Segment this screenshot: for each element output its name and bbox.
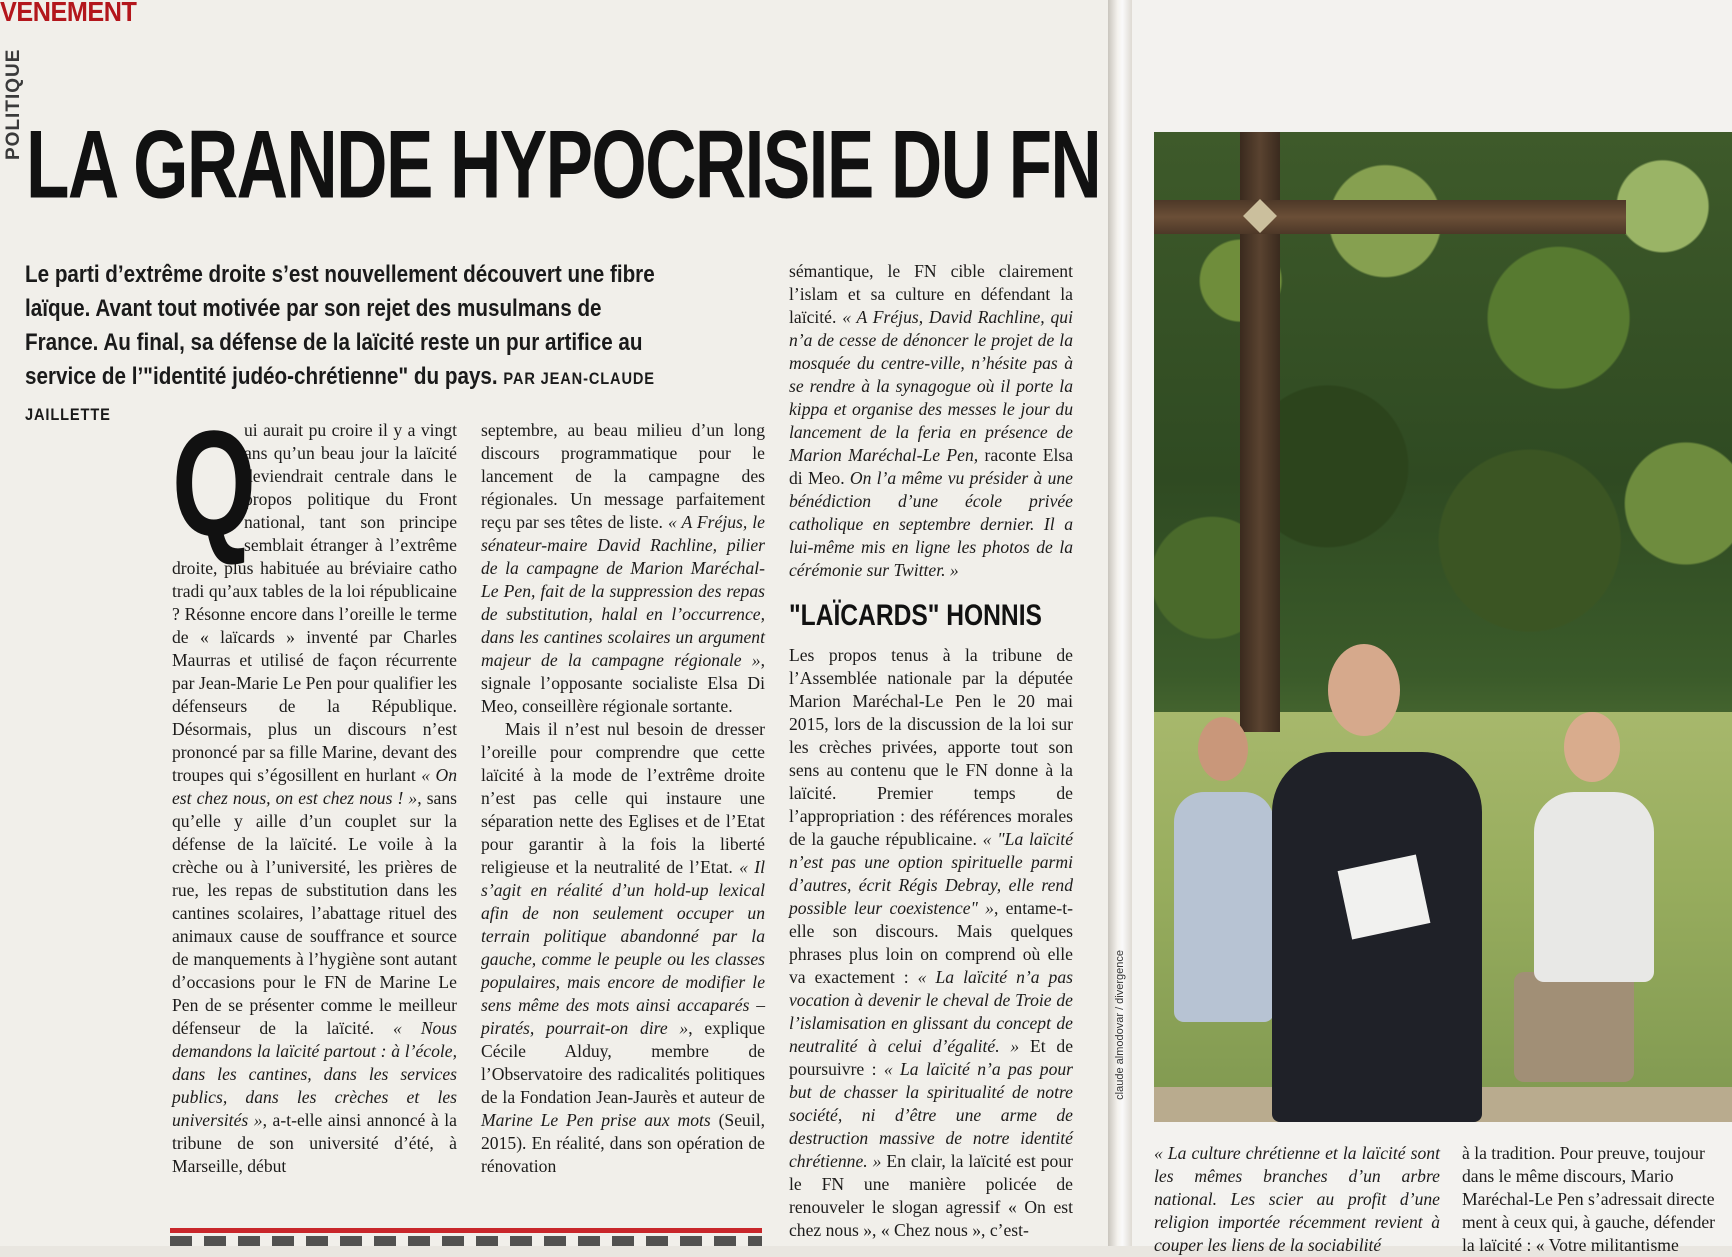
text-run: septembre, au beau milieu d’un long discours programmatique pour le lancement de la campagne des régionales. Un message parfaitement reçu par ses têtes de liste. [481,420,765,532]
subheading: "LAÏCARDS" HONNIS [789,599,1042,632]
section-label-vertical: POLITIQUE [3,48,24,160]
standfirst-text: Le parti d’extrême droite s’est nouvellement découvert une fibre laïque. Avant tout motivée par son rejet des musulmans de France. Au final, sa défense de la laïcité reste un pur artifice au service de l’"identité judéo-chrétienne" du pays. [25,261,655,390]
quote: « "La laïcité n’est pas une option spirituelle parmi d’autres, écrit Régis Debray, elle rend possible leur coexistence" » [789,829,1074,918]
speaker [1272,752,1482,1122]
text-run: , explique Cécile Alduy, membre de l’Observatoire des radicalités politiques de la Fondation Jean-Jaurès et auteur de [481,1018,765,1107]
text-run: raconte Elsa di Meo. [789,445,1074,488]
quote: « Nous demandons la laïcité partout : à l’école, dans les cantines, dans les services publics, dans les crèches et les universités » [172,1018,457,1130]
paragraph [789,260,1073,582]
article-column-3 [789,260,1073,1242]
paragraph [481,718,765,1178]
text-run: sémantique, le FN cible clairement l’islam et sa culture en défendant la laïcité. [789,261,1073,327]
section-rubric: VENEMENT [0,0,137,27]
standfirst [25,258,679,432]
byline: PAR JEAN-CLAUDE JAILLETTE [25,369,655,424]
text-run: , entame-t-elle son discours. Mais quelques phrases plus loin on comprend où elle va exactement : [789,898,1074,987]
text-run: , signale l’opposante socialiste Elsa Di Meo, conseillère régionale sortante. [481,650,765,716]
dropcap: Q [172,399,257,567]
seated-man [1174,792,1274,1022]
right-article-column [1462,1142,1732,1257]
seated-woman-legs [1514,972,1634,1082]
text-line: ment à ceux qui, à gauche, défender [1462,1212,1716,1232]
headline: LA GRANDE HYPOCRISIE DU FN [26,112,1101,219]
red-rule [170,1228,762,1233]
quote: « La laïcité n’a pas pour but de chasser la spiritualité de notre société, ni d’être une arme de destruction massive de notre identité chrétienne. » [789,1059,1074,1171]
quote: « La laïcité n’a pas vocation à devenir le cheval de Troie de l’islamisation en glissant du concept de neutralité à celui d’égalité. » [789,967,1073,1056]
text-run: ui aurait pu croire il y a vingt ans qu’un beau jour la laïcité deviendrait centrale dans le propos politique du Front national, tant son principe semblait étranger à l’extrême droite, plus habituée au bréviaire catho tradi qu’aux tables de la loi républicaine ? Résonne encore dans l’oreille le terme de « laïcards » inventé par Charles Maurras et utilisé de façon récurrente par Jean-Marie Le Pen pour qualifier les défenseurs de la République. Désormais, plus un discours n’est prononcé par sa fille Marine, devant des troupes qui s’égosillent en hurlant [172,420,457,785]
text-run: , sans qu’elle y aille d’un couplet sur la défense de la laïcité. Le voile à la crèche ou à l’université, les prières de rue, les repas de substitution dans les cantines scolaires, l’abattage rituel des animaux cause de souffrance et source de manquements à l’hygiène sont autant d’occasions pour le FN de Marine Le Pen de se présenter comme le meilleur défenseur de la laïcité. [172,788,457,1038]
paragraph [789,644,1073,1242]
quote: « A Fréjus, le sénateur-maire David Rachline, pilier de la campagne de Marion Maréchal-Le Pen, fait de la suppression des repas de substitution, halal en l’occurrence, dans les cantines scolaires un argument majeur de la campagne régionale » [481,512,765,670]
quote: « Il s’agit en réalité d’un hold-up lexical afin de non seulement occuper un terrain politique abandonné par la gauche, comme le peuple ou les classes populaires, mais encore de modifier le sens même des mots ainsi accaparés – piratés, pourrait-on dire » [481,857,765,1038]
wooden-cross-horizontal [1154,200,1626,234]
book-title: Marine Le Pen prise aux mots [481,1110,711,1130]
right-page [1132,0,1732,1246]
photo-credit: claude almodovar / divergence [1114,950,1126,1100]
paragraph [481,419,765,718]
cropped-heading-fragment [170,1236,762,1246]
article-photo [1154,132,1732,1122]
paragraph [172,399,457,1178]
text-run: Mais il n’est nul besoin de dresser l’oreille pour comprendre que cette laïcité à la mode de l’extrême droite n’est pas celle qui instaure une séparation nette des Eglises et de l’Etat pour garantir à la fois la liberté religieuse et la neutralité de l’Etat. [481,719,765,877]
seated-woman [1534,792,1654,982]
text-line: Maréchal-Le Pen s’adressait directe [1462,1189,1715,1209]
text-line: la laïcité : « Votre militantisme [1462,1235,1679,1255]
text-run: Les propos tenus à la tribune de l’Assemblée nationale par la députée Marion Maréchal-Le Pen le 20 mai 2015, lors de la discussion de la loi sur les crèches privées, apporte tout son sens au contenu que le FN donne à la laïcité. Premier temps de l’appropriation : des références morales de la gauche républicaine. [789,645,1073,849]
seated-man-head [1198,717,1248,781]
quote: « A Fréjus, David Rachline, qui n’a de cesse de dénoncer le projet de la mosquée du centre-ville, n’hésite pas à se rendre à la synagogue où il porte la kippa et organise des messes le jour du lancement de la feria en présence de Marion Maréchal-Le Pen, [789,307,1073,465]
text-line: à la tradition. Pour preuve, toujour [1462,1143,1705,1163]
seated-woman-head [1564,712,1620,782]
article-column-1 [172,399,457,1178]
article-column-2 [481,419,765,1178]
quote: « On est chez nous, on est chez nous ! » [172,765,457,808]
speaker-head [1328,644,1400,736]
text-run: En clair, la laïcité est pour le FN une manière policée de renouveler le slogan agressif « On est chez nous », « Chez nous », c’est- [789,1151,1073,1240]
text-run: , a-t-elle ainsi annoncé à la tribune de son université d’été, à Marseille, début [172,1110,457,1176]
text-run: (Seuil, 2015). En réalité, dans son opération de rénovation [481,1110,765,1176]
text-line: dans le même discours, Mario [1462,1166,1674,1186]
quote: On l’a même vu présider à une bénédiction d’une école privée catholique en septembre dernier. Il a lui-même mis en ligne les photos de la cérémonie sur Twitter. » [789,468,1073,580]
text-run: Et de poursuivre : [789,1036,1074,1079]
photo-caption: « La culture chrétienne et la laïcité sont les mêmes branches d’un arbre national. Les scier au profit d’une religion importée récemment revient à couper les liens de la sociabilité [1154,1143,1440,1255]
